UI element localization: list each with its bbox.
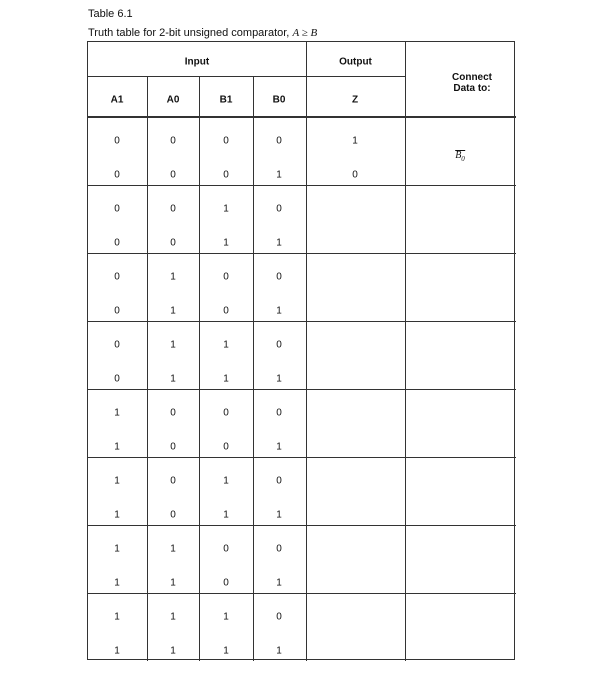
table-cell: 1 — [276, 577, 282, 589]
table-cell: 0 — [114, 339, 120, 351]
table-cell: 1 — [223, 203, 229, 215]
connect-data-sub: 0 — [461, 155, 465, 163]
group-divider — [88, 457, 516, 458]
table-cell: 0 — [276, 407, 282, 419]
table-cell: 1 — [276, 373, 282, 385]
table-cell: 1 — [170, 645, 176, 657]
table-cell: 0 — [170, 237, 176, 249]
table-cell: 1 — [170, 271, 176, 283]
table-cell: 1 — [170, 577, 176, 589]
table-cell: 1 — [170, 305, 176, 317]
header-connect: Connect Data to: — [452, 72, 492, 94]
table-cell: 0 — [276, 203, 282, 215]
table-cell: 0 — [170, 203, 176, 215]
header-col-a1: A1 — [110, 94, 124, 106]
table-cell: 1 — [223, 475, 229, 487]
connect-data-b0-bar — [455, 150, 465, 164]
group-divider — [88, 525, 516, 526]
table-cell: 0 — [223, 305, 229, 317]
header-col-b1: B1 — [219, 94, 233, 106]
table-cell: 1 — [114, 577, 120, 589]
table-cell: 0 — [276, 271, 282, 283]
table-cell: 1 — [223, 373, 229, 385]
table-cell: 0 — [114, 135, 120, 147]
col-divider — [253, 76, 254, 661]
header-input: Input — [184, 56, 210, 68]
caption-math: A ≥ B — [292, 27, 318, 39]
table-cell: 0 — [223, 577, 229, 589]
group-divider — [88, 321, 516, 322]
table-cell: 1 — [114, 475, 120, 487]
table-cell: 0 — [170, 441, 176, 453]
table-cell: 0 — [114, 203, 120, 215]
table-cell: 1 — [223, 611, 229, 623]
table-cell: 1 — [114, 645, 120, 657]
table-cell: 1 — [170, 373, 176, 385]
table-cell: 0 — [223, 169, 229, 181]
col-divider — [199, 76, 200, 661]
table-cell: 0 — [170, 169, 176, 181]
table-cell: 0 — [223, 407, 229, 419]
table-cell: 1 — [223, 645, 229, 657]
table-cell: 0 — [170, 407, 176, 419]
table-cell: 1 — [276, 237, 282, 249]
table-cell: 1 — [114, 441, 120, 453]
table-cell: 1 — [223, 509, 229, 521]
header-bottom-line — [88, 116, 516, 118]
header-col-a0: A0 — [166, 94, 180, 106]
group-divider — [88, 185, 516, 186]
table-cell: 1 — [114, 407, 120, 419]
group-divider — [88, 253, 516, 254]
col-divider — [306, 42, 307, 661]
table-cell: 0 — [223, 135, 229, 147]
header-output: Output — [339, 56, 372, 68]
table-cell: 0 — [114, 237, 120, 249]
table-cell: 0 — [114, 169, 120, 181]
table-cell: 1 — [170, 339, 176, 351]
group-divider — [88, 389, 516, 390]
table-cell: 0 — [276, 135, 282, 147]
group-divider — [88, 593, 516, 594]
truth-table — [87, 41, 515, 660]
table-cell: 1 — [276, 645, 282, 657]
table-cell: 0 — [352, 169, 358, 181]
table-cell: 1 — [276, 441, 282, 453]
table-cell: 0 — [223, 271, 229, 283]
table-cell: 0 — [223, 543, 229, 555]
table-cell: 1 — [276, 509, 282, 521]
table-cell: 0 — [114, 373, 120, 385]
header-col-b0: B0 — [272, 94, 286, 106]
table-cell: 0 — [276, 543, 282, 555]
table-cell: 0 — [170, 135, 176, 147]
header-divider — [88, 76, 405, 77]
table-cell: 0 — [170, 509, 176, 521]
table-cell: 0 — [276, 475, 282, 487]
table-cell: 0 — [276, 339, 282, 351]
connect-data-var: B — [455, 150, 462, 161]
table-cell: 1 — [223, 237, 229, 249]
table-cell: 1 — [276, 169, 282, 181]
table-cell: 0 — [223, 441, 229, 453]
table-cell: 0 — [114, 271, 120, 283]
header-col-z: Z — [351, 94, 359, 106]
table-label: Table 6.1 — [88, 8, 133, 20]
table-caption — [88, 27, 317, 39]
table-cell: 0 — [170, 475, 176, 487]
table-cell: 1 — [170, 543, 176, 555]
table-cell: 1 — [170, 611, 176, 623]
col-divider — [405, 42, 406, 661]
table-cell: 1 — [114, 509, 120, 521]
table-cell: 1 — [114, 611, 120, 623]
table-cell: 1 — [352, 135, 358, 147]
table-cell: 1 — [276, 305, 282, 317]
table-cell: 1 — [114, 543, 120, 555]
table-cell: 0 — [114, 305, 120, 317]
caption-text: Truth table for 2-bit unsigned comparator, — [88, 27, 293, 39]
col-divider — [147, 76, 148, 661]
table-cell: 0 — [276, 611, 282, 623]
table-cell: 1 — [223, 339, 229, 351]
